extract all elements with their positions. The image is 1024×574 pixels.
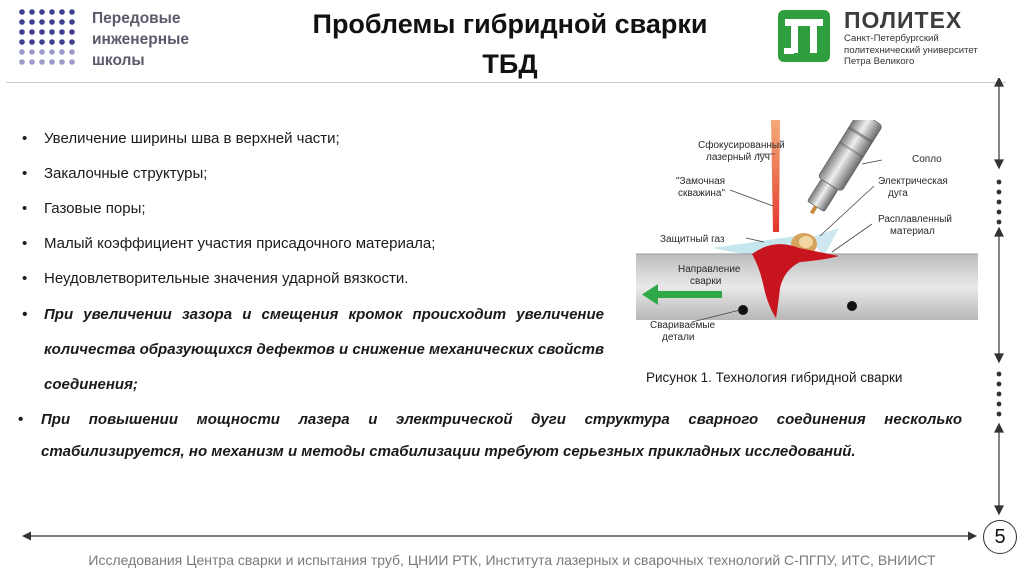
horizontal-scale-decoration [22,530,977,542]
page-title-line-2: ТБД [482,49,538,79]
polytech-logo-icon [778,10,830,62]
list-item-text: При увеличении зазора и смещения кромок происходит увеличение количества образующихся дефектов и снижение механических свойств соединения; [44,306,604,393]
page-title-line-1: Проблемы гибридной сварки [312,9,708,39]
list-item-text: Закалочные структуры; [44,165,208,182]
list-item-wide [18,404,962,468]
label-keyhole-line-1: "Замочная [676,176,726,187]
school-name-line-1: Передовые [92,10,181,27]
logo-name: ПОЛИТЕХ [844,7,963,33]
label-molten-line-1: Расплавленный [878,214,953,225]
list-item [22,165,604,183]
figure-caption: Рисунок 1. Технология гибридной сварки [646,370,903,385]
torch-nozzle [800,120,883,221]
bullet-icon: • [22,200,28,217]
school-dotgrid-logo [18,8,76,68]
list-item-text: Неудовлетворительные значения ударной вязкости. [44,270,409,287]
logo-subtitle [844,33,978,68]
laser-beam [771,120,780,232]
page-title [250,4,770,84]
list-item [22,200,604,218]
list-item-text: Увеличение ширины шва в верхней части; [44,130,340,147]
footer-source: Исследования Центра сварки и испытания труб, ЦНИИ РТК, Института лазерных и сварочных технологий С-ПГПУ, ИТС, ВНИИСТ [88,552,936,568]
label-laser-line-2: лазерный луч [706,152,770,163]
list-item [22,235,604,253]
bullet-icon: • [18,411,24,428]
hybrid-welding-diagram [634,120,980,354]
conclusion-list [18,404,962,468]
list-item [22,270,604,288]
school-name-line-2: инженерные [92,31,189,48]
bullet-icon: • [22,235,28,252]
school-name [92,8,189,71]
list-item-text: Газовые поры; [44,200,146,217]
label-arc-line-2: дуга [888,188,908,199]
logo-subtitle-line-2: политехнический университет [844,44,978,56]
list-item-text: При повышении мощности лазера и электрической дуги структура сварного соединения несколько стабилизируется, но механизм и методы стабилизации требуют серьезных прикладных исследований. [41,411,962,460]
label-workpieces-line-1: Свариваемые [650,320,716,331]
bullet-icon: • [22,165,28,182]
label-arc-line-1: Электрическая [878,176,948,187]
label-keyhole-line-2: скважина" [678,188,726,199]
bullet-icon: • [22,130,28,147]
page-number: 5 [983,520,1017,554]
label-molten-line-2: материал [890,226,935,237]
list-item [22,130,604,148]
label-workpieces-line-2: детали [662,332,695,343]
school-name-line-3: школы [92,52,145,69]
list-item-emphasis [22,297,604,402]
problem-list [22,130,604,402]
bullet-icon: • [22,270,28,287]
label-laser-line-1: Сфокусированный [698,140,785,151]
logo-subtitle-line-3: Петра Великого [844,56,915,67]
header-divider [6,82,1006,83]
label-direction-line-1: Направление [678,264,741,275]
label-direction-line-2: сварки [690,276,722,287]
label-shield-gas: Защитный газ [660,234,725,245]
vertical-scale-decoration [988,78,1010,518]
logo-subtitle-line-1: Санкт-Петербургский [844,33,939,44]
label-nozzle: Сопло [912,154,942,165]
list-item-text: Малый коэффициент участия присадочного материала; [44,235,436,252]
bullet-icon: • [22,306,28,323]
